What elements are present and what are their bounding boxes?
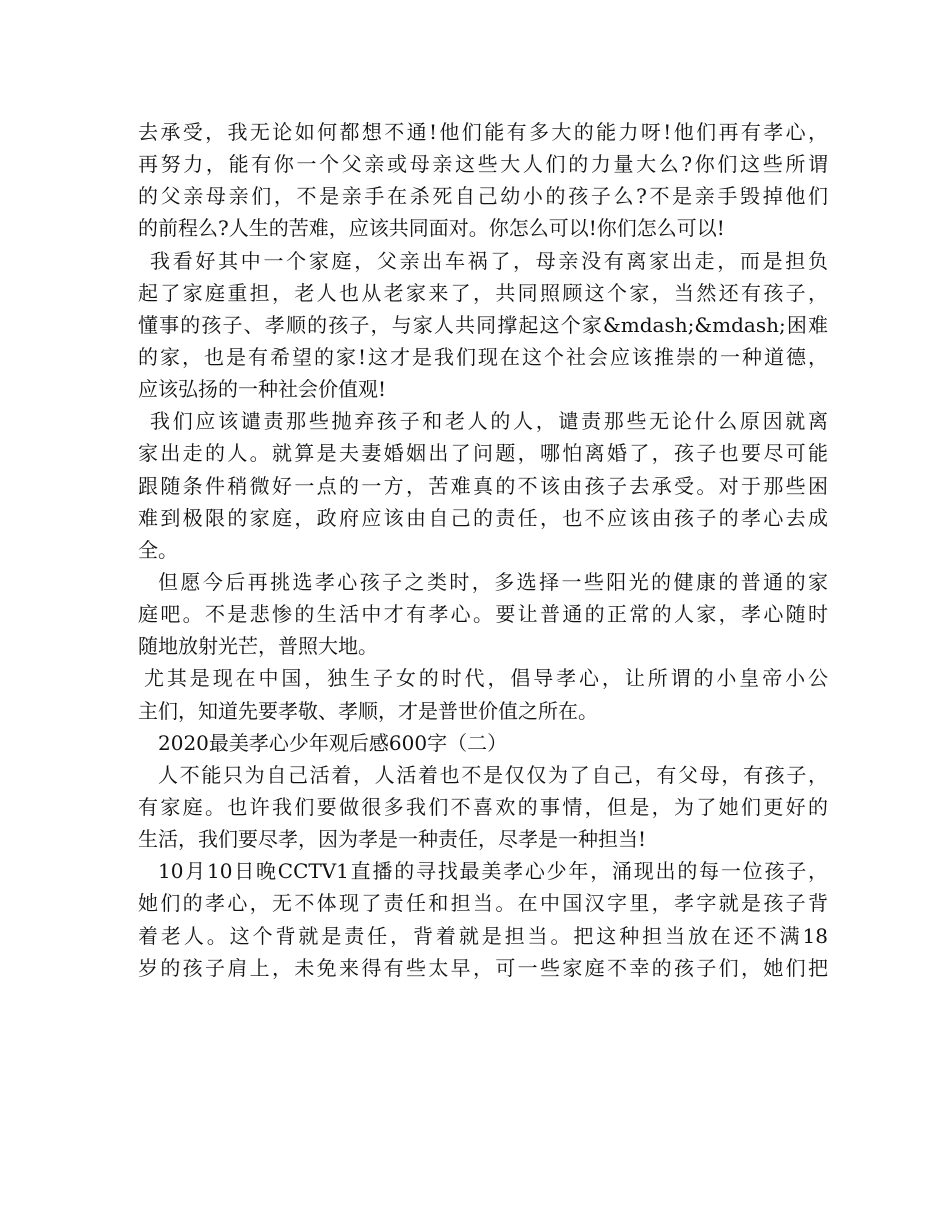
text-line: 的父亲母亲们，不是亲手在杀死自己幼小的孩子么?不是亲手毁掉他们 bbox=[138, 184, 828, 209]
text-line: 跟随条件稍微好一点的一方，苦难真的不该由孩子去承受。对于那些困 bbox=[138, 473, 828, 498]
text-line: 尤其是现在中国，独生子女的时代，倡导孝心，让所谓的小皇帝小公 bbox=[144, 666, 828, 691]
text-line: 难到极限的家庭，政府应该由自己的责任，也不应该由孩子的孝心去成 bbox=[138, 505, 828, 530]
text-line: 庭吧。不是悲惨的生活中才有孝心。要让普通的正常的人家，孝心随时 bbox=[138, 602, 828, 627]
text-line: 家出走的人。就算是夫妻婚姻出了问题，哪怕离婚了，孩子也要尽可能 bbox=[138, 441, 828, 466]
text-line: 懂事的孩子、孝顺的孩子，与家人共同撑起这个家&mdash;&mdash;困难 bbox=[138, 312, 828, 337]
text-line: 去承受，我无论如何都想不通!他们能有多大的能力呀!他们再有孝心， bbox=[138, 120, 828, 144]
text-line: 再努力，能有你一个父亲或母亲这些大人们的力量大么?你们这些所谓 bbox=[138, 152, 828, 177]
text-line: 随地放射光芒，普照大地。 bbox=[138, 634, 378, 659]
text-line: 全。 bbox=[138, 537, 178, 562]
text-line: 我看好其中一个家庭，父亲出车祸了，母亲没有离家出走，而是担负 bbox=[150, 248, 828, 273]
text-line: 的前程么?人生的苦难，应该共同面对。你怎么可以!你们怎么可以! bbox=[138, 216, 725, 241]
document-body bbox=[138, 116, 828, 984]
text-line: 我们应该谴责那些抛弃孩子和老人的人，谴责那些无论什么原因就离 bbox=[150, 409, 828, 434]
text-line: 着老人。这个背就是责任，背着就是担当。把这种担当放在还不满18 bbox=[138, 923, 828, 948]
text-line: 起了家庭重担，老人也从老家来了，共同照顾这个家，当然还有孩子， bbox=[138, 280, 828, 305]
text-line: 她们的孝心，无不体现了责任和担当。在中国汉字里，孝字就是孩子背 bbox=[138, 891, 828, 916]
text-line: 10月10日晚CCTV1直播的寻找最美孝心少年，涌现出的每一位孩子， bbox=[158, 859, 828, 884]
text-line: 的家，也是有希望的家!这才是我们现在这个社会应该推崇的一种道德， bbox=[138, 344, 828, 369]
section-heading: 2020最美孝心少年观后感600字（二） bbox=[158, 730, 508, 755]
text-line: 生活，我们要尽孝，因为孝是一种责任，尽孝是一种担当! bbox=[138, 827, 647, 852]
text-line: 人不能只为自己活着，人活着也不是仅仅为了自己，有父母，有孩子， bbox=[158, 762, 828, 787]
text-line: 但愿今后再挑选孝心孩子之类时，多选择一些阳光的健康的普通的家 bbox=[158, 569, 828, 594]
text-line: 有家庭。也许我们要做很多我们不喜欢的事情，但是，为了她们更好的 bbox=[138, 794, 828, 819]
text-line: 应该弘扬的一种社会价值观! bbox=[138, 377, 387, 402]
text-line: 岁的孩子肩上，未免来得有些太早，可一些家庭不幸的孩子们，她们把 bbox=[138, 955, 828, 980]
text-line: 主们，知道先要孝敬、孝顺，才是普世价值之所在。 bbox=[138, 698, 598, 723]
